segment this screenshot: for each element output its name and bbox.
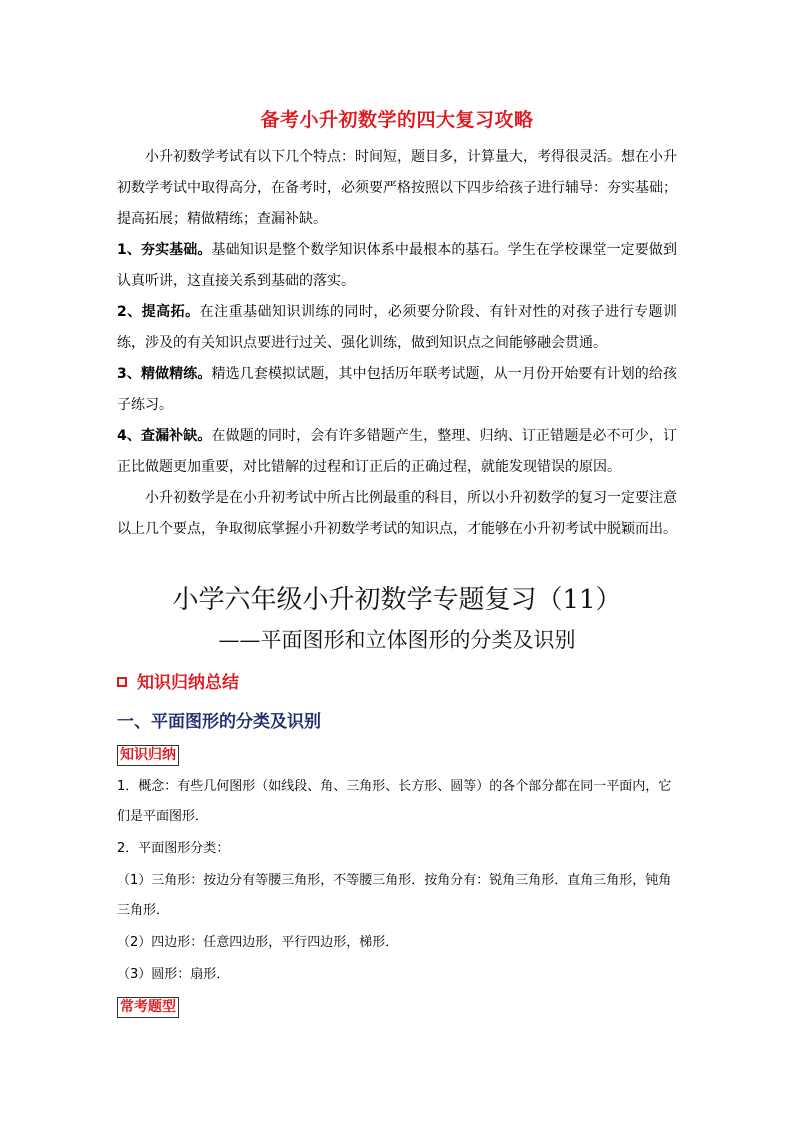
subsection-heading: 一、平面图形的分类及识别 <box>117 712 321 732</box>
point-2-head: 2、提高拓。 <box>117 304 200 320</box>
list-item: （2）四边形：任意四边形，平行四边形，梯形． <box>117 935 399 950</box>
section-heading-text: 知识归纳总结 <box>137 673 239 693</box>
point-4-text: 在做题的同时，会有许多错题产生，整理、归纳、订正错题是必不可少，订正比做题更加重要，对比错解的过程和订正后的正确过程，就能发现错误的原因。 <box>117 428 678 475</box>
point-3-text: 精选几套模拟试题，其中包括历年联考试题，从一月份开始要有计划的给孩子练习。 <box>117 366 678 413</box>
list-item: （1）三角形：按边分有等腰三角形，不等腰三角形．按角分有：锐角三角形．直角三角形，钝角三角形． <box>117 873 672 918</box>
point-2-text: 在注重基础知识训练的同时，必须要分阶段、有针对性的对孩子进行专题训练，涉及的有关知识点要进行过关、强化训练，做到知识点之间能够融会贯通。 <box>117 304 677 351</box>
section-heading <box>117 668 239 693</box>
question-type-tag: 常考题型 <box>117 997 179 1018</box>
closing-paragraph: 小升初数学是在小升初考试中所占比例最重的科目，所以小升初数学的复习一定要注意以上几个要点，争取彻底掌握小升初数学考试的知识点，才能够在小升初考试中脱颖而出。 <box>117 490 677 537</box>
point-2 <box>117 297 677 359</box>
point-1-head: 1、夯实基础。 <box>117 242 212 258</box>
point-4-head: 4、查漏补缺。 <box>117 428 212 444</box>
knowledge-tag: 知识归纳 <box>117 745 179 766</box>
intro-paragraph: 小升初数学考试有以下几个特点：时间短，题目多，计算量大，考得很灵活。想在小升初数学考试中取得高分，在备考时，必须要严格按照以下四步给孩子进行辅导：夯实基础；提高拓展；精做精练；查漏补缺。 <box>117 149 677 227</box>
point-4 <box>117 421 677 483</box>
point-3 <box>117 359 677 421</box>
square-bullet-icon <box>117 677 127 687</box>
list-item: （3）圆形：扇形． <box>117 967 230 982</box>
main-title: 小学六年级小升初数学专题复习（11） <box>172 585 622 615</box>
point-3-head: 3、精做精练。 <box>117 366 212 382</box>
sub-title: ——平面图形和立体图形的分类及识别 <box>218 628 576 652</box>
point-1-text: 基础知识是整个数学知识体系中最根本的基石。学生在学校课堂一定要做到认真听讲，这直接关系到基础的落实。 <box>117 242 678 289</box>
list-item: 2．平面图形分类： <box>117 841 230 856</box>
list-item: 1．概念：有些几何图形（如线段、角、三角形、长方形、圆等）的各个部分都在同一平面内，它们是平面图形． <box>117 779 672 824</box>
point-1 <box>117 235 677 297</box>
article-title: 备考小升初数学的四大复习攻略 <box>260 109 534 131</box>
